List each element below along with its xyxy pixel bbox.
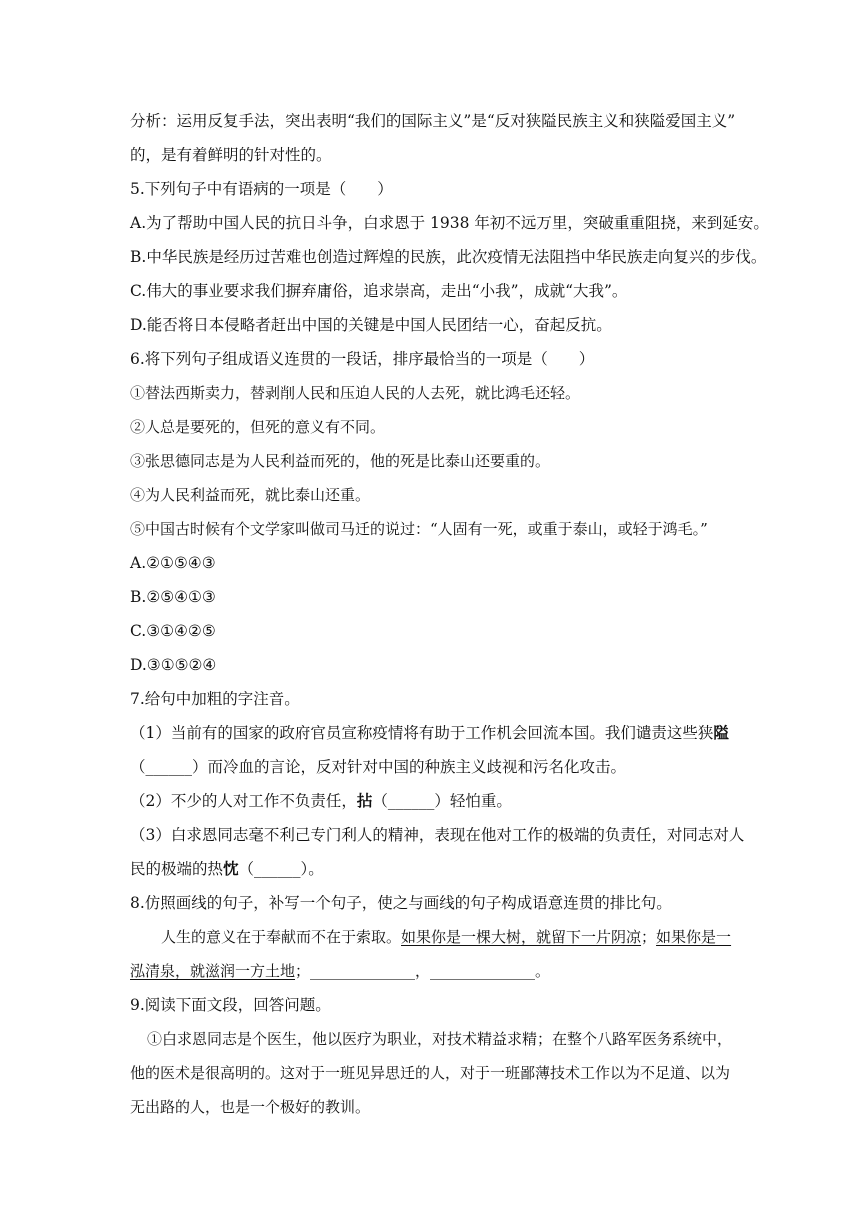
question-6-option-a: A.②①⑤④③ — [130, 554, 216, 572]
question-9-stem: 9.阅读下面文段，回答问题。 — [130, 996, 331, 1014]
question-8-lead: 人生的意义在于奉献而不在于索取。 — [161, 928, 402, 946]
underlined-sentence-2-end: 泓清泉，就滋润一方土地 — [130, 962, 296, 980]
bold-character: 忱 — [223, 859, 239, 878]
question-8-example-line-2 — [130, 961, 550, 981]
question-5-stem: 5.下列句子中有语病的一项是（ ） — [130, 180, 393, 198]
question-7-item-3-line-2 — [130, 859, 324, 879]
question-7-stem: 7.给句中加粗的字注音。 — [130, 690, 300, 708]
question-6-option-c: C.③①④②⑤ — [130, 622, 216, 640]
question-7-item-3-text: 民的极端的热 — [130, 860, 224, 878]
question-7-item-2 — [130, 791, 512, 811]
bold-character: 拈 — [356, 791, 373, 810]
question-5-option-a: A.为了帮助中国人民的抗日斗争，白求恩于 1938 年初不远万里，突破重重阻挠，来到延安。 — [130, 214, 769, 232]
question-9-passage-line-2: 他的医术是很高明的。这对于一班见异思迁的人，对于一班鄙薄技术工作以为不足道、以为 — [130, 1064, 731, 1082]
question-7-item-1-text: （1）当前有的国家的政府官员宣称疫情将有助于工作机会回流本国。我们谴责这些狭 — [130, 724, 714, 742]
separator: ； — [641, 928, 657, 946]
question-7-item-1-line-2: （______）而冷血的言论，反对针对中国的种族主义歧视和污名化攻击。 — [130, 758, 627, 776]
question-7-item-2-blank: （______）轻怕重。 — [372, 792, 512, 810]
question-6-option-d: D.③①⑤②④ — [130, 656, 217, 674]
question-6-sentence-1: ①替法西斯卖力，替剥削人民和压迫人民的人去死，就比鸿毛还轻。 — [130, 384, 581, 402]
question-9-passage-line-3: 无出路的人，也是一个极好的教训。 — [130, 1098, 371, 1116]
question-5-option-c: C.伟大的事业要求我们摒弃庸俗，追求崇高，走出“小我”，成就“大我”。 — [130, 282, 628, 300]
bold-character: 隘 — [713, 723, 729, 742]
question-8-stem: 8.仿照画线的句子，补写一个句子，使之与画线的句子构成语意连贯的排比句。 — [130, 894, 672, 912]
underlined-sentence-1: 如果你是一棵大树，就留下一片阴凉 — [401, 928, 642, 946]
question-6-stem: 6.将下列句子组成语义连贯的一段话，排序最恰当的一项是（ ） — [130, 350, 595, 368]
analysis-line-2: 的，是有着鲜明的针对性的。 — [130, 146, 332, 164]
underlined-sentence-2-start: 如果你是一 — [656, 928, 732, 946]
analysis-line-1: 分析：运用反复手法，突出表明“我们的国际主义”是“反对狭隘民族主义和狭隘爱国主义” — [130, 112, 736, 130]
question-7-item-1-line-1 — [130, 723, 729, 743]
question-6-sentence-5: ⑤中国古时候有个文学家叫做司马迁的说过：“人固有一死，或重于泰山，或轻于鸿毛。” — [130, 520, 708, 538]
question-8-example-line-1 — [161, 927, 731, 947]
question-6-option-b: B.②⑤④①③ — [130, 588, 216, 606]
question-7-item-2-text: （2）不少的人对工作不负责任， — [130, 792, 357, 810]
question-6-sentence-4: ④为人民利益而死，就比泰山还重。 — [130, 486, 371, 504]
question-5-option-d: D.能否将日本侵略者赶出中国的关键是中国人民团结一心，奋起反抗。 — [130, 316, 612, 334]
question-7-item-3-line-1: （3）白求恩同志毫不利己专门利人的精神，表现在他对工作的极端的负责任，对同志对人 — [130, 826, 745, 844]
question-7-item-3-blank: （______）。 — [238, 860, 324, 878]
question-6-sentence-3: ③张思德同志是为人民利益而死的，他的死是比泰山还要重的。 — [130, 452, 551, 470]
question-9-passage-line-1: ①白求恩同志是个医生，他以医疗为职业，对技术精益求精；在整个八路军医务系统中， — [147, 1030, 733, 1048]
question-8-answer-blanks: ；______________，______________。 — [295, 962, 551, 980]
question-5-option-b: B.中华民族是经历过苦难也创造过辉煌的民族，此次疫情无法阻挡中华民族走向复兴的步伐。 — [130, 248, 767, 266]
question-6-sentence-2: ②人总是要死的，但死的意义有不同。 — [130, 418, 386, 436]
